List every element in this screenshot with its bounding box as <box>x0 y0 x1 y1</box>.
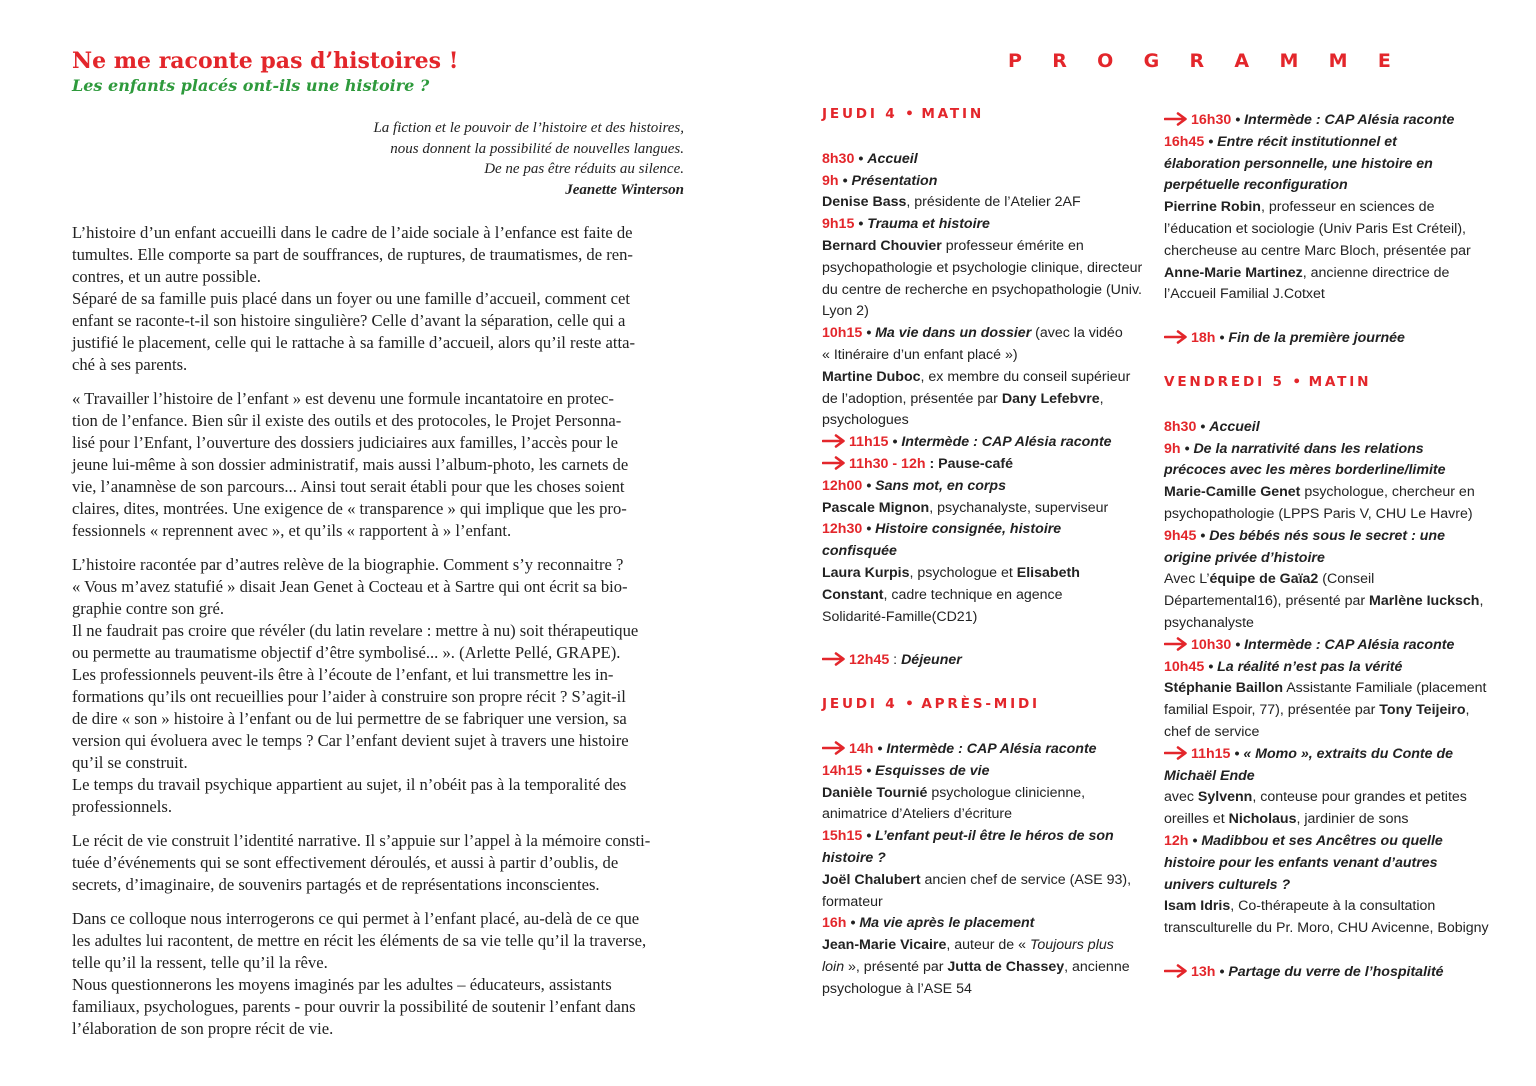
session-title: « Momo », extraits du Conte de <box>1243 745 1454 762</box>
paragraph <box>72 554 684 818</box>
session-time: 11h30 - 12h <box>849 455 926 472</box>
session-time: 16h30 <box>1191 112 1232 128</box>
speaker-name: Constant <box>822 586 884 603</box>
speaker-name: Dany Lefebvre <box>1001 390 1100 407</box>
session-bullet: • <box>1235 636 1241 653</box>
speaker-name: Laura Kurpis <box>822 564 910 581</box>
intro-page <box>72 48 684 1052</box>
arrow-right-icon <box>822 741 846 755</box>
session-title: La réalité n’est pas la vérité <box>1217 658 1403 675</box>
text-line: ou permette au traumatisme objectif d’être symbolisé... ». (Arlette Pellé, GRAPE). <box>72 643 621 662</box>
session-title: Trauma et histoire <box>867 216 990 233</box>
session-title: Accueil <box>867 150 918 167</box>
subtitle: Les enfants placés ont-ils une histoire ? <box>72 76 430 95</box>
session-title: Esquisses de vie <box>875 762 990 779</box>
session-time: 8h30 <box>1164 418 1197 435</box>
book-title: Toujours plus <box>1029 937 1114 954</box>
session-title: Des bébés nés sous le secret : une <box>1209 527 1445 544</box>
session-title: histoire pour les enfants venant d’autres <box>1164 854 1438 871</box>
session-title: Sans mot, en corps <box>875 477 1006 494</box>
session-title: histoire ? <box>822 849 886 866</box>
session-bullet: • <box>1200 527 1206 544</box>
speaker-desc: familial Espoir, 77), présentée par <box>1164 702 1380 719</box>
session-time: 12h <box>1164 832 1189 849</box>
speaker-desc: , psychologue et <box>909 564 1017 581</box>
session-time: 16h <box>822 915 847 932</box>
text-line: qu’il se construit. <box>72 753 188 772</box>
bullet: • <box>905 106 914 122</box>
text-line: graphie contre son gré. <box>72 599 225 618</box>
text-line: claires, dites, montrées. Une exigence de « transparence » qui implique que les pro- <box>72 499 627 518</box>
session <box>822 149 1152 171</box>
text-line: enfant se raconte-t-il son histoire singulière? Celle d’avant la séparation, celle qui a <box>72 311 626 330</box>
session <box>822 913 1152 1000</box>
speaker-name: Danièle Tournié <box>822 784 928 801</box>
text-line: justifié le placement, celle qui le rattache à sa famille d’accueil, alors qu’il reste atta- <box>72 333 635 352</box>
speaker-desc: psychopathologie (LPPS Paris V, CHU Le Havre) <box>1164 505 1473 522</box>
speaker-desc: psychanalyste <box>1164 614 1254 631</box>
session-time: 12h30 <box>822 521 863 538</box>
paragraph <box>72 830 684 896</box>
session-time: 9h <box>822 172 839 189</box>
session-bullet: • <box>1192 832 1198 849</box>
day-label: VENDREDI 5 <box>1164 373 1285 390</box>
session-bullet: • <box>1234 745 1240 762</box>
session-time: 16h45 <box>1164 133 1205 150</box>
session-bullet: • <box>866 521 872 538</box>
text-line: les adultes lui racontent, de mettre en récit les éléments de sa vie telle qu’il la traverse, <box>72 931 647 950</box>
text-line: Les professionnels peuvent-ils être à l’écoute de l’enfant, et lui transmettre les in- <box>72 665 614 684</box>
arrow-right-icon <box>1164 746 1188 760</box>
speaker-name: Jutta de Chassey <box>947 958 1065 975</box>
speaker-name: Elisabeth <box>1016 564 1080 581</box>
session <box>1164 962 1494 984</box>
session <box>822 761 1152 826</box>
text-line: Le temps du travail psychique appartient au sujet, il n’obéit pas à la temporalité des <box>72 775 627 794</box>
session-bullet: • <box>1200 418 1206 435</box>
programme-column-1 <box>822 104 1152 1000</box>
text-line: Il ne faudrait pas croire que révéler (du latin revelare : mettre à nu) soit thérapeutique <box>72 621 639 640</box>
session-time: 14h <box>849 740 874 757</box>
text-line: Séparé de sa famille puis placé dans un foyer ou une famille d’accueil, comment cet <box>72 289 630 308</box>
speaker-name: Pierrine Robin <box>1164 199 1261 216</box>
speaker-desc: psychologue, chercheur en <box>1300 484 1475 501</box>
text-line: tuée d’événements qui se sont effectivement déroulés, et aussi à partir d’oublis, de <box>72 853 619 872</box>
speaker-desc: Solidarité-Famille(CD21) <box>822 608 978 625</box>
session <box>822 171 1152 215</box>
speaker-desc: Assistante Familiale (placement <box>1283 680 1487 697</box>
speaker-name: Sylvenn <box>1197 789 1253 806</box>
speaker-desc: , cadre technique en agence <box>883 586 1063 603</box>
session <box>1164 526 1494 635</box>
session-title: Madibbou et ses Ancêtres ou quelle <box>1201 832 1443 849</box>
session-time: 12h45 <box>849 652 890 669</box>
session-time: 10h15 <box>822 325 863 342</box>
paragraph <box>72 222 684 376</box>
speaker-desc: , <box>1465 702 1470 719</box>
session <box>1164 328 1494 350</box>
session: 11h30 - 12h : Pause-café <box>822 454 1152 476</box>
session-bullet: • <box>850 915 856 932</box>
session-extra: (avec la vidéo <box>1031 325 1123 342</box>
session-bullet: • <box>877 740 883 757</box>
speaker-name: Denise Bass <box>822 194 907 211</box>
speaker-desc: , <box>1479 593 1484 610</box>
speaker-desc: l’éducation et sociologie (Univ Paris Est Créteil), <box>1164 220 1467 237</box>
session-time: 15h15 <box>822 828 863 845</box>
text-line: tumultes. Elle comporte sa part de souffrances, de ruptures, de traumatismes, de ren- <box>72 245 633 264</box>
speaker-desc: ancien chef de service (ASE 93), <box>920 871 1132 888</box>
day-part: MATIN <box>1308 373 1372 390</box>
session-time: 10h45 <box>1164 658 1205 675</box>
text-line: L’histoire d’un enfant accueilli dans le cadre de l’aide sociale à l’enfance est faite de <box>72 223 633 242</box>
session-title: L’enfant peut-il être le héros de son <box>875 828 1114 845</box>
text-line: familiaux, psychologues, parents - pour ouvrir la possibilité de soutenir l’enfant dans <box>72 997 636 1016</box>
speaker-name: Pascale Mignon <box>822 499 930 516</box>
session-bullet: • <box>1208 133 1214 150</box>
speaker-desc: animatrice d’Ateliers d’écriture <box>822 806 1013 823</box>
day-part: MATIN <box>921 106 985 122</box>
speaker-desc: l’Accueil Familial J.Cotxet <box>1164 286 1325 303</box>
speaker-desc: , auteur de « <box>946 937 1030 954</box>
paragraph <box>72 388 684 542</box>
session-title: Accueil <box>1209 418 1260 435</box>
session-bullet: • <box>866 477 872 494</box>
speaker-desc: , présidente de l’Atelier 2AF <box>906 194 1081 211</box>
speaker-desc: oreilles et <box>1164 811 1229 828</box>
session-title: confisquée <box>822 543 897 560</box>
text-line: version qui évoluera avec le temps ? Car l’enfant devient sujet à travers une histoire <box>72 731 629 750</box>
session-bullet: • <box>1208 658 1214 675</box>
session-title: Entre récit institutionnel et <box>1217 133 1397 150</box>
epigraph-author: Jeanette Winterson <box>565 181 684 198</box>
session <box>1164 635 1494 657</box>
session-time: 9h <box>1164 440 1181 457</box>
speaker-name: Marie-Camille Genet <box>1164 484 1301 501</box>
session-title: Michaël Ende <box>1164 767 1255 784</box>
text-line: jeune lui-même à son dossier administratif, mais aussi l’album-photo, les carnets de <box>72 455 629 474</box>
text-line: Dans ce colloque nous interrogerons ce qui permet à l’enfant placé, au-delà de ce que <box>72 909 640 928</box>
session <box>1164 744 1494 831</box>
epigraph-line: nous donnent la possibilité de nouvelles langues. <box>390 140 684 157</box>
day-label: JEUDI 4 <box>822 106 898 122</box>
session-bullet: • <box>842 172 848 189</box>
text-line: vie, l’anamnèse de son parcours... Ainsi tout serait établi pour que les choses soient <box>72 477 625 496</box>
intro-text <box>72 222 684 1040</box>
session-bullet: • <box>1184 440 1190 457</box>
speaker-name: Tony Teijeiro <box>1379 702 1466 719</box>
session-bullet: • <box>858 216 864 233</box>
session-time: 14h15 <box>822 762 863 779</box>
speaker-desc: transculturelle du Pr. Moro, CHU Avicenne, Bobigny <box>1164 920 1489 937</box>
speaker-name: Marlène Iucksch <box>1369 593 1480 610</box>
epigraph-line: La fiction et le pouvoir de l’histoire et des histoires, <box>373 120 684 136</box>
day-part: APRÈS-MIDI <box>921 696 1040 713</box>
speaker-desc: psychologue clinicienne, <box>927 784 1086 801</box>
text-line: tion de l’enfance. Bien sûr il existe des outils et des protocoles, le Projet Personna- <box>72 411 622 430</box>
session-time: 9h45 <box>1164 527 1197 544</box>
paragraph <box>72 908 684 1040</box>
text-line: secrets, d’imaginaire, de souvenirs partagés et de représentations inconscientes. <box>72 875 600 894</box>
programme-heading: PROGRAMME <box>1008 50 1422 72</box>
day-heading-jeudi-apres-midi <box>822 694 1152 716</box>
bullet: • <box>905 696 914 713</box>
session-title: De la narrativité dans les relations <box>1193 440 1424 457</box>
day-heading-vendredi-matin <box>1164 372 1494 394</box>
epigraph-line: De ne pas être réduits au silence. <box>484 161 684 177</box>
session <box>822 476 1152 520</box>
session-separator: : <box>889 652 902 669</box>
text-line: contres, et un autre possible. <box>72 267 261 286</box>
arrow-right-icon <box>1164 112 1188 126</box>
session-title: origine privée d’histoire <box>1164 549 1325 566</box>
speaker-desc: avec <box>1164 789 1198 806</box>
session-title: Pause-café <box>938 455 1014 472</box>
session-time: 10h30 <box>1191 636 1232 653</box>
session-time: 18h <box>1191 330 1216 347</box>
book-title: loin <box>822 958 845 975</box>
session <box>822 739 1152 761</box>
session-time: 13h <box>1191 963 1216 980</box>
arrow-right-icon <box>822 652 846 666</box>
day-label: JEUDI 4 <box>822 696 898 713</box>
session <box>822 323 1152 432</box>
text-line: « Vous m’avez statufié » disait Jean Genet à Cocteau et à Sartre qui ont écrit sa bio- <box>72 577 628 596</box>
session-title: Ma vie après le placement <box>859 915 1035 932</box>
session-bullet: • <box>866 828 872 845</box>
session <box>822 519 1152 628</box>
speaker-name: Martine Duboc <box>822 368 921 385</box>
speaker-name: Isam Idris <box>1164 898 1231 915</box>
text-line: « Travailler l’histoire de l’enfant » est devenu une formule incantatoire en protec- <box>72 389 614 408</box>
text-line: formations qu’ils ont recueillies pour l’aider à construire son propre récit ? S’agit-il <box>72 687 626 706</box>
text-line: Le récit de vie construit l’identité narrative. Il s’appuie sur l’appel à la mémoire consti- <box>72 831 651 850</box>
session-title: univers culturels ? <box>1164 876 1291 893</box>
text-line: telle qu’il la ressent, telle qu’il la rêve. <box>72 953 328 972</box>
session-bullet: • <box>1219 963 1225 980</box>
session-title: Intermède : CAP Alésia raconte <box>1244 636 1455 653</box>
session-time: 9h15 <box>822 216 855 233</box>
speaker-desc: », présenté par <box>844 958 948 975</box>
session-time: 8h30 <box>822 150 855 167</box>
speaker-desc: , ancienne directrice de <box>1302 264 1450 281</box>
text-line: professionnels. <box>72 797 173 816</box>
speaker-desc: psychologue à l’ASE 54 <box>822 980 972 997</box>
session-title: Déjeuner <box>901 652 962 669</box>
speaker-desc: psychologues <box>822 412 909 429</box>
session <box>822 432 1152 454</box>
speaker-name: Jean-Marie Vicaire <box>822 937 947 954</box>
speaker-desc: , ex membre du conseil supérieur <box>920 368 1131 385</box>
text-line: fessionnels « reprennent avec », et qu’ils « rapportent à » l’enfant. <box>72 521 512 540</box>
speaker-name: équipe de Gaïa2 <box>1209 571 1319 588</box>
arrow-right-icon <box>822 456 846 470</box>
speaker-desc: , Co-thérapeute à la consultation <box>1230 898 1436 915</box>
session-title: précoces avec les mères borderline/limite <box>1164 462 1446 479</box>
text-line: ché à ses parents. <box>72 355 188 374</box>
session <box>1164 657 1494 744</box>
speaker-desc: , professeur en sciences de <box>1260 199 1435 216</box>
arrow-right-icon <box>1164 637 1188 651</box>
session <box>1164 831 1494 940</box>
session-bullet: • <box>866 762 872 779</box>
session-bullet: • <box>866 325 872 342</box>
session <box>1164 110 1494 132</box>
text-line: l’élaboration de son propre récit de vie. <box>72 1019 334 1038</box>
session-title: élaboration personnelle, une histoire en <box>1164 155 1433 172</box>
speaker-desc: formateur <box>822 893 883 910</box>
text-line: de dire « son » histoire à l’enfant ou de lui permettre de se fabriquer une version, sa <box>72 709 627 728</box>
epigraph <box>72 118 684 200</box>
speaker-desc: du centre de recherche en psychopathologie (Univ. <box>822 281 1142 298</box>
speaker-desc: Lyon 2) <box>822 303 869 320</box>
session <box>1164 417 1494 439</box>
speaker-name: Nicholaus <box>1228 811 1297 828</box>
session-title: Histoire consignée, histoire <box>875 521 1062 538</box>
session-bullet: • <box>1235 112 1241 128</box>
session-bullet: • <box>858 150 864 167</box>
programme-column-2 <box>1164 110 1494 984</box>
session-time: 11h15 <box>1191 745 1231 762</box>
session-title: Intermède : CAP Alésia raconte <box>901 434 1112 451</box>
speaker-desc: professeur émérite en <box>941 237 1084 254</box>
speaker-desc: , conteuse pour grandes et petites <box>1252 789 1467 806</box>
speaker-desc: de l’adoption, présentée par <box>822 390 1002 407</box>
main-title: Ne me raconte pas d’histoires ! <box>72 48 459 74</box>
session <box>1164 439 1494 526</box>
speaker-desc: , psychanalyste, superviseur <box>929 499 1109 516</box>
speaker-desc: (Conseil <box>1318 571 1375 588</box>
session-title: perpétuelle reconfiguration <box>1164 177 1348 194</box>
text-line: lisé pour l’Enfant, l’ouverture des dossiers judiciaires aux familles, l’accès pour le <box>72 433 619 452</box>
speaker-desc: chef de service <box>1164 723 1260 740</box>
arrow-right-icon <box>1164 330 1188 344</box>
bullet: • <box>1292 373 1302 390</box>
session <box>1164 132 1494 306</box>
session-title: Partage du verre de l’hospitalité <box>1228 963 1444 980</box>
session-title: Intermède : CAP Alésia raconte <box>886 740 1097 757</box>
session-extra: « Itinéraire d’un enfant placé ») <box>822 346 1018 363</box>
session-title: Fin de la première journée <box>1228 330 1405 347</box>
speaker-desc: Départemental16), présenté par <box>1164 593 1370 610</box>
speaker-desc: , jardinier de sons <box>1296 811 1409 828</box>
session <box>822 214 1152 323</box>
speaker-desc: , ancienne <box>1064 958 1130 975</box>
arrow-right-icon <box>822 434 846 448</box>
speaker-name: Bernard Chouvier <box>822 237 942 254</box>
session-time: 11h15 <box>849 434 889 451</box>
arrow-right-icon <box>1164 964 1188 978</box>
speaker-desc: psychopathologie et psychologie clinique, directeur <box>822 259 1143 276</box>
session-title: Intermède : CAP Alésia raconte <box>1244 112 1455 128</box>
speaker-desc: , <box>1099 390 1104 407</box>
day-heading-jeudi-matin <box>822 104 1152 126</box>
text-line: L’histoire racontée par d’autres relève de la biographie. Comment s’y reconnaitre ? <box>72 555 624 574</box>
session <box>822 650 1152 672</box>
speaker-name: Joël Chalubert <box>822 871 921 888</box>
session-bullet: • <box>892 434 898 451</box>
speaker-desc: Avec L’ <box>1164 571 1210 588</box>
speaker-desc: chercheuse au centre Marc Bloch, présentée par <box>1164 242 1471 259</box>
session <box>822 826 1152 913</box>
session-title: Présentation <box>851 172 938 189</box>
session-time: 12h00 <box>822 477 863 494</box>
text-line: Nous questionnerons les moyens imaginés par les adultes – éducateurs, assistants <box>72 975 612 994</box>
speaker-name: Anne-Marie Martinez <box>1164 264 1303 281</box>
speaker-name: Stéphanie Baillon <box>1164 680 1284 697</box>
session-title: Ma vie dans un dossier <box>875 325 1032 342</box>
session-bullet: • <box>1219 330 1225 347</box>
